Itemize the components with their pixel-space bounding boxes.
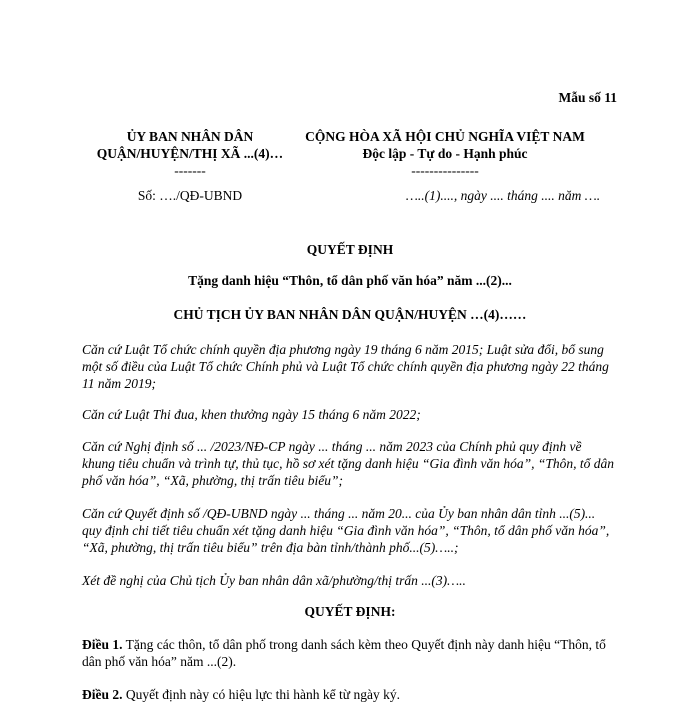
authority-divider: ------- [174,163,206,178]
place-and-date: …..(1)...., ngày .... tháng .... năm …. [405,188,601,203]
authority-line-1: ỦY BAN NHÂN DÂN [126,129,254,144]
document-number: Số: …./QĐ-UBND [137,188,243,203]
legal-basis-1: Căn cứ Luật Tổ chức chính quyền địa phương ngày 19 tháng 6 năm 2015; Luật sửa đổi, bổ sung một số điều của Luật Tổ chức Chính phủ và Luật Tổ chức chính quyền địa phương ngày 22 tháng 11 năm 2019; [82,342,609,391]
national-title: CỘNG HÒA XÃ HỘI CHỦ NGHĨA VIỆT NAM [305,129,585,144]
authority-line-2: QUẬN/HUYỆN/THỊ XÃ ...(4)… [96,146,284,161]
document-title: QUYẾT ĐỊNH [306,242,394,257]
issuing-official: CHỦ TỊCH ỦY BAN NHÂN DÂN QUẬN/HUYỆN …(4)…… [173,307,527,322]
legal-basis-4: Căn cứ Quyết định số /QĐ-UBND ngày ... tháng ... năm 20... của Ủy ban nhân dân tỉnh ...(5)... quy định chi tiết tiêu chuẩn xét tặng danh hiệu “Gia đình văn hóa”, “Thôn, tổ dân phố văn hóa”, “Xã, phường, thị trấn tiêu biểu” trên địa bàn tỉnh/thành phố...(5)…..; [82,506,610,555]
article-2-text: Quyết định này có hiệu lực thi hành kể từ ngày ký. [122,687,400,702]
national-motto: Độc lập - Tự do - Hạnh phúc [362,146,528,161]
article-1-label: Điều 1. [82,637,123,652]
national-header [290,128,600,178]
proposal-basis: Xét đề nghị của Chủ tịch Ủy ban nhân dân xã/phường/thị trấn ...(3)….. [82,573,466,588]
legal-basis-2: Căn cứ Luật Thi đua, khen thưởng ngày 15 tháng 6 năm 2022; [82,407,421,422]
issuing-authority-header [80,128,300,178]
form-number: Mẫu số 11 [558,90,617,105]
article-2 [82,686,616,703]
article-1 [82,636,616,670]
article-1-text: Tặng các thôn, tổ dân phố trong danh sách kèm theo Quyết định này danh hiệu “Thôn, tổ dân phố văn hóa” năm ...(2). [82,637,606,669]
decision-heading: QUYẾT ĐỊNH: [304,604,396,619]
legal-basis-3: Căn cứ Nghị định số ... /2023/NĐ-CP ngày ... tháng ... năm 2023 của Chính phủ quy định về khung tiêu chuẩn và trình tự, thủ tục, hồ sơ xét tặng danh hiệu “Gia đình văn hóa”, “Thôn, tổ dân phố văn hóa”, “Xã, phường, thị trấn tiêu biểu”; [82,439,615,488]
article-2-label: Điều 2. [82,687,123,702]
national-divider: --------------- [411,163,479,178]
document-subtitle: Tặng danh hiệu “Thôn, tổ dân phố văn hóa” năm ...(2)... [188,273,512,288]
